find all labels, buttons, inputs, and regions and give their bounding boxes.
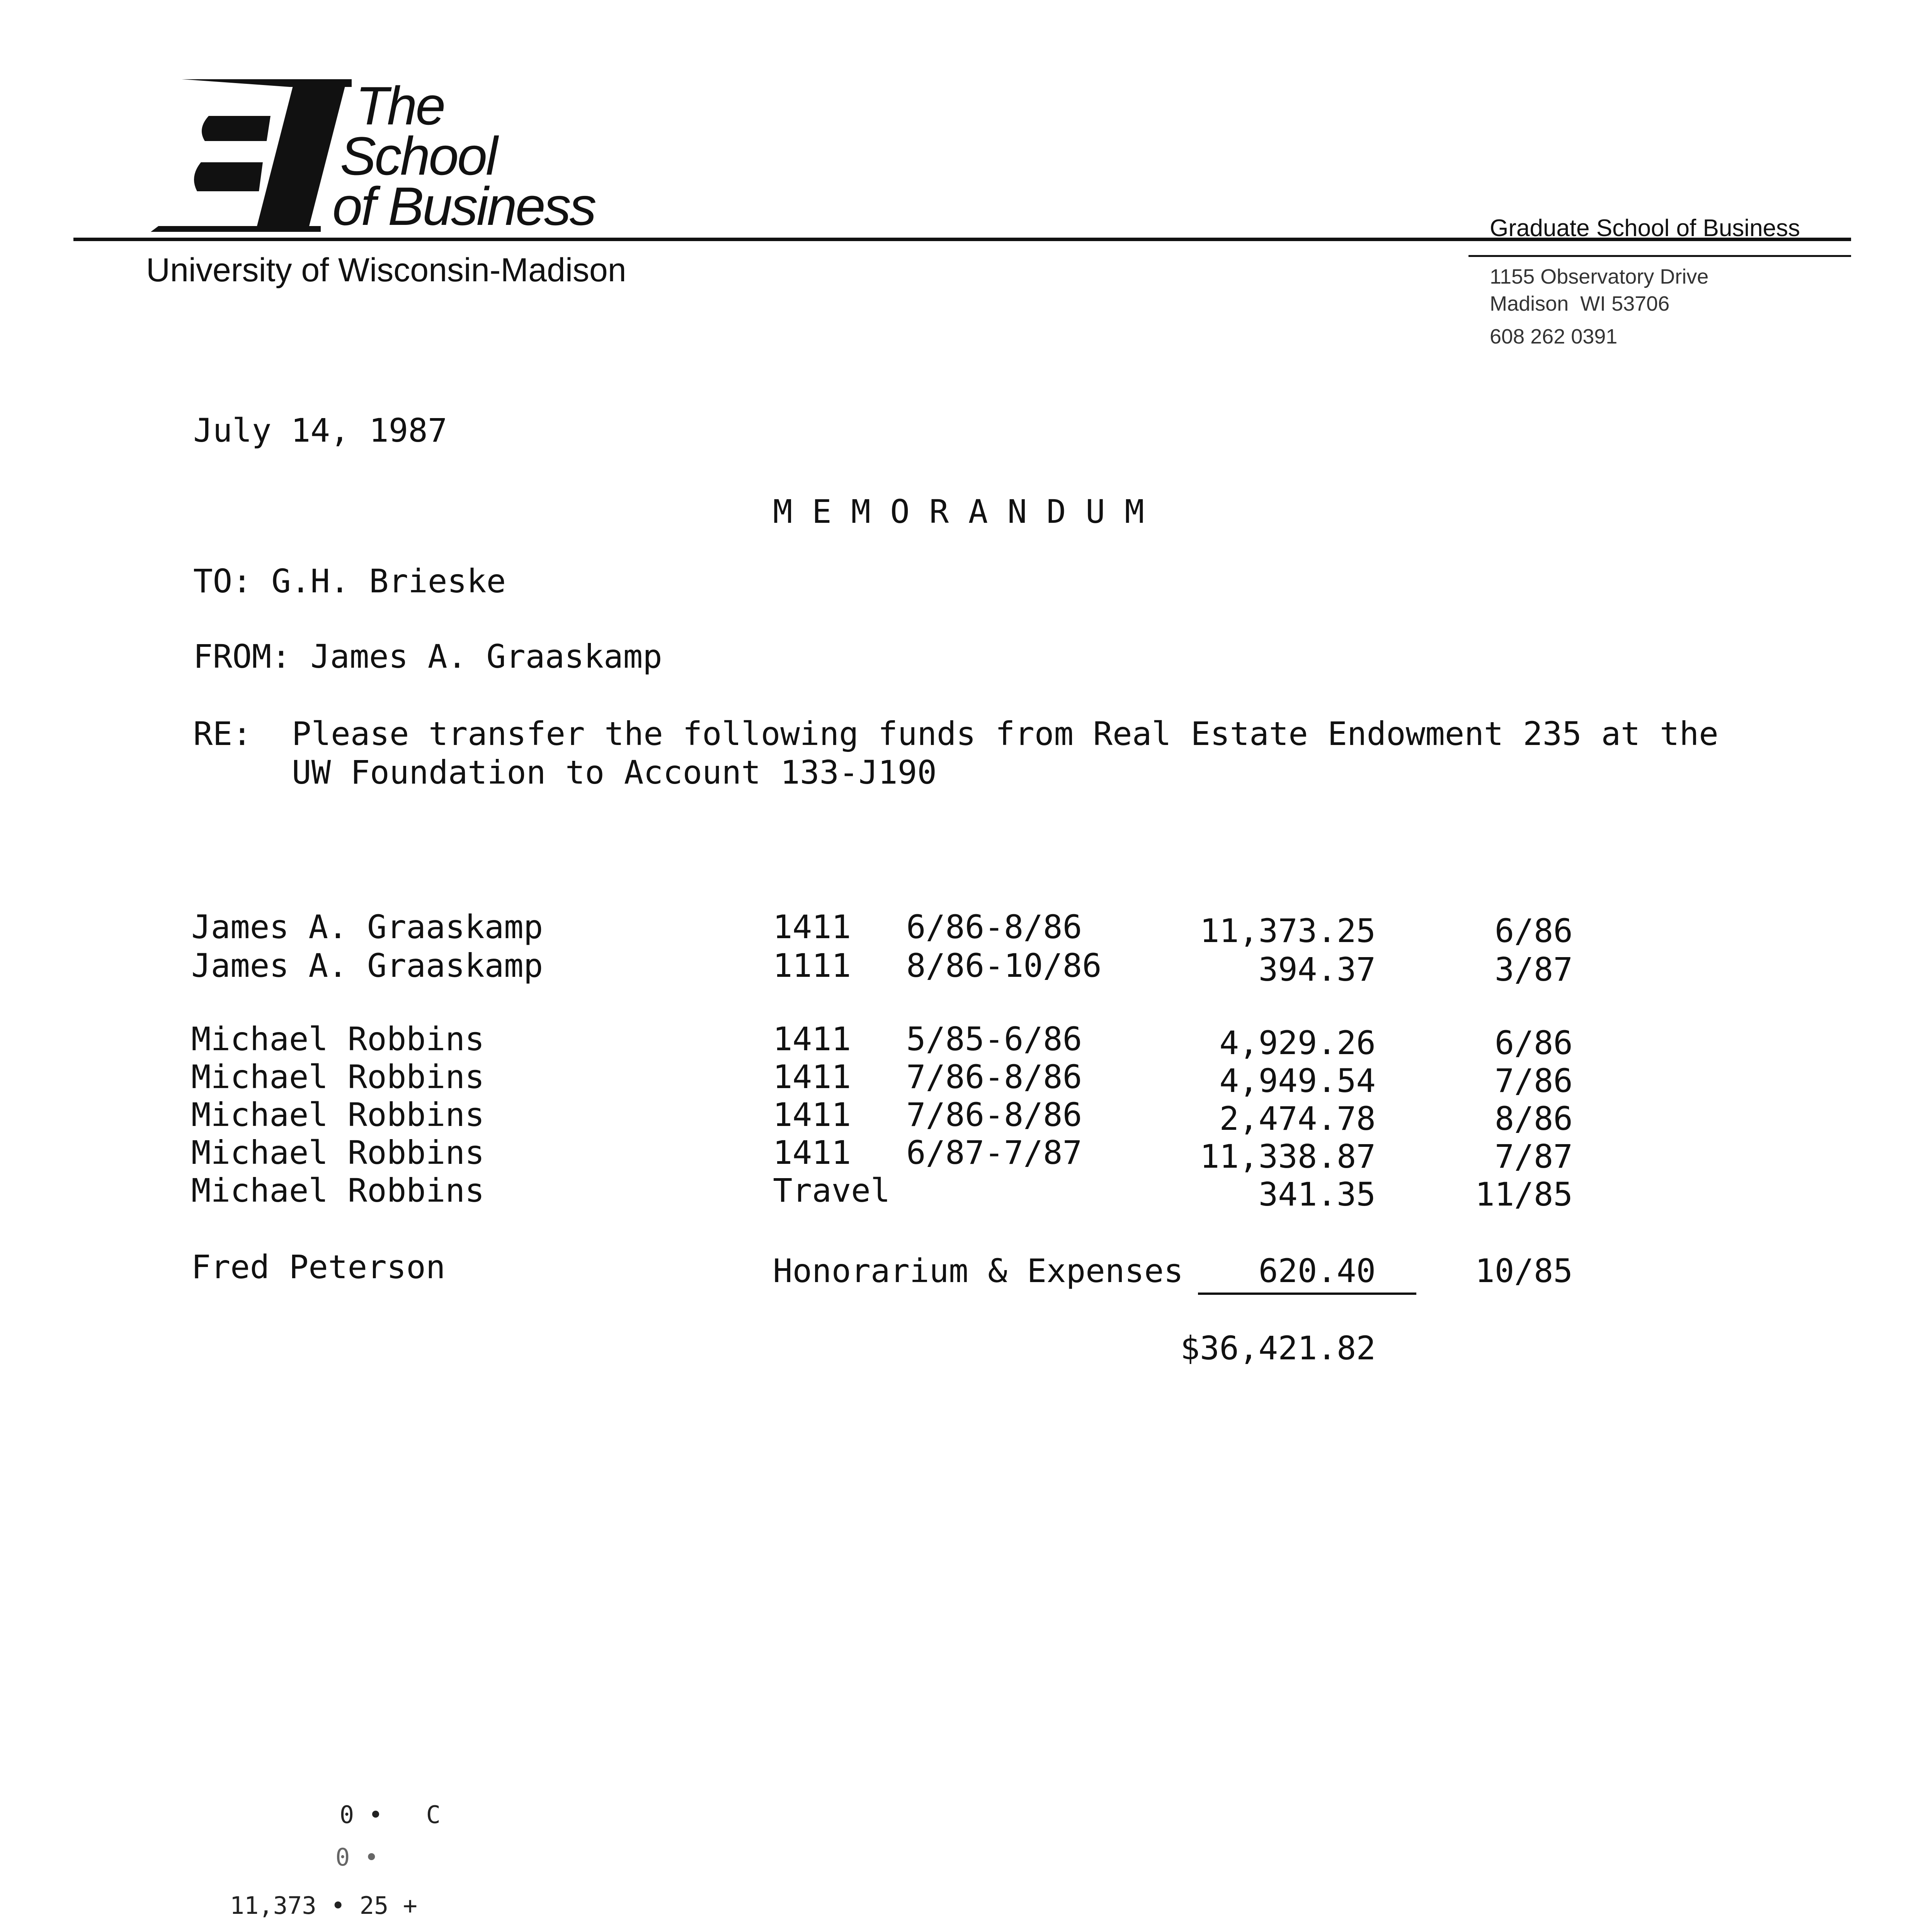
transfer-period: 7/86-8/86 xyxy=(906,1096,1082,1134)
transfer-month: 7/87 xyxy=(1494,1138,1573,1175)
transfer-name: Michael Robbins xyxy=(191,1172,485,1209)
transfer-amount: 4,929.26 xyxy=(1219,1024,1376,1062)
memo-re-line-2: UW Foundation to Account 133-J190 xyxy=(292,753,937,791)
logo-line-school: School xyxy=(340,126,497,186)
transfer-amount: 11,373.25 xyxy=(1200,912,1376,950)
transfer-account: 1111 xyxy=(773,947,851,985)
logo-line-of-business: of Business xyxy=(332,176,595,236)
memo-re-line-1: Please transfer the following funds from Real Estate Endowment 235 at the xyxy=(292,715,1719,753)
tape-line: 0 • C xyxy=(339,1801,441,1829)
transfer-amount: 620.40 xyxy=(1258,1252,1376,1290)
transfer-month: 6/86 xyxy=(1494,1024,1573,1062)
transfer-amount: 341.35 xyxy=(1258,1175,1376,1213)
transfer-amount: 11,338.87 xyxy=(1200,1138,1376,1175)
transfer-period: 6/87-7/87 xyxy=(906,1134,1082,1172)
transfer-account: Travel xyxy=(773,1172,890,1209)
transfer-account: 1411 xyxy=(773,908,851,946)
address-line-2: Madison WI 53706 xyxy=(1490,292,1670,315)
phone-number: 608 262 0391 xyxy=(1490,325,1618,348)
university-name: University of Wisconsin-Madison xyxy=(146,252,626,289)
transfer-name: James A. Graaskamp xyxy=(191,947,543,985)
letterhead-rule-right xyxy=(1468,255,1851,257)
transfer-name: Michael Robbins xyxy=(191,1134,485,1172)
transfer-amount: 2,474.78 xyxy=(1219,1100,1376,1138)
transfer-account: 1411 xyxy=(773,1134,851,1172)
tape-line: 11,373 • 25 + xyxy=(230,1891,417,1920)
total-amount: $36,421.82 xyxy=(1180,1329,1376,1367)
graduate-school-name: Graduate School of Business xyxy=(1490,215,1800,242)
transfer-period: 8/86-10/86 xyxy=(906,947,1102,985)
memo-to: TO: G.H. Brieske xyxy=(193,562,506,600)
transfer-name: Michael Robbins xyxy=(191,1020,485,1058)
memo-re-label: RE: xyxy=(193,715,252,753)
transfer-account: Honorarium & Expenses xyxy=(773,1252,1184,1290)
transfer-period: 5/85-6/86 xyxy=(906,1020,1082,1058)
school-of-business-logo-mark xyxy=(151,79,352,234)
transfer-account: 1411 xyxy=(773,1020,851,1058)
transfer-name: Fred Peterson xyxy=(191,1248,446,1286)
transfer-month: 6/86 xyxy=(1494,912,1573,950)
memo-from: FROM: James A. Graaskamp xyxy=(193,638,662,675)
total-underline xyxy=(1198,1293,1416,1295)
memo-heading: M E M O R A N D U M xyxy=(773,493,1144,531)
transfer-account: 1411 xyxy=(773,1058,851,1096)
address-line-1: 1155 Observatory Drive xyxy=(1490,265,1709,288)
tape-line: 0 • xyxy=(335,1843,379,1871)
transfer-period: 6/86-8/86 xyxy=(906,908,1082,946)
transfer-month: 10/85 xyxy=(1475,1252,1573,1290)
transfer-month: 3/87 xyxy=(1494,951,1573,988)
transfer-period: 7/86-8/86 xyxy=(906,1058,1082,1096)
transfer-month: 7/86 xyxy=(1494,1062,1573,1100)
transfer-account: 1411 xyxy=(773,1096,851,1134)
transfer-amount: 4,949.54 xyxy=(1219,1062,1376,1100)
transfer-month: 8/86 xyxy=(1494,1100,1573,1138)
transfer-amount: 394.37 xyxy=(1258,951,1376,988)
transfer-name: James A. Graaskamp xyxy=(191,908,543,946)
transfer-name: Michael Robbins xyxy=(191,1096,485,1134)
memo-date: July 14, 1987 xyxy=(193,412,448,449)
transfer-name: Michael Robbins xyxy=(191,1058,485,1096)
logo-line-the: The xyxy=(356,75,444,136)
transfer-month: 11/85 xyxy=(1475,1175,1573,1213)
